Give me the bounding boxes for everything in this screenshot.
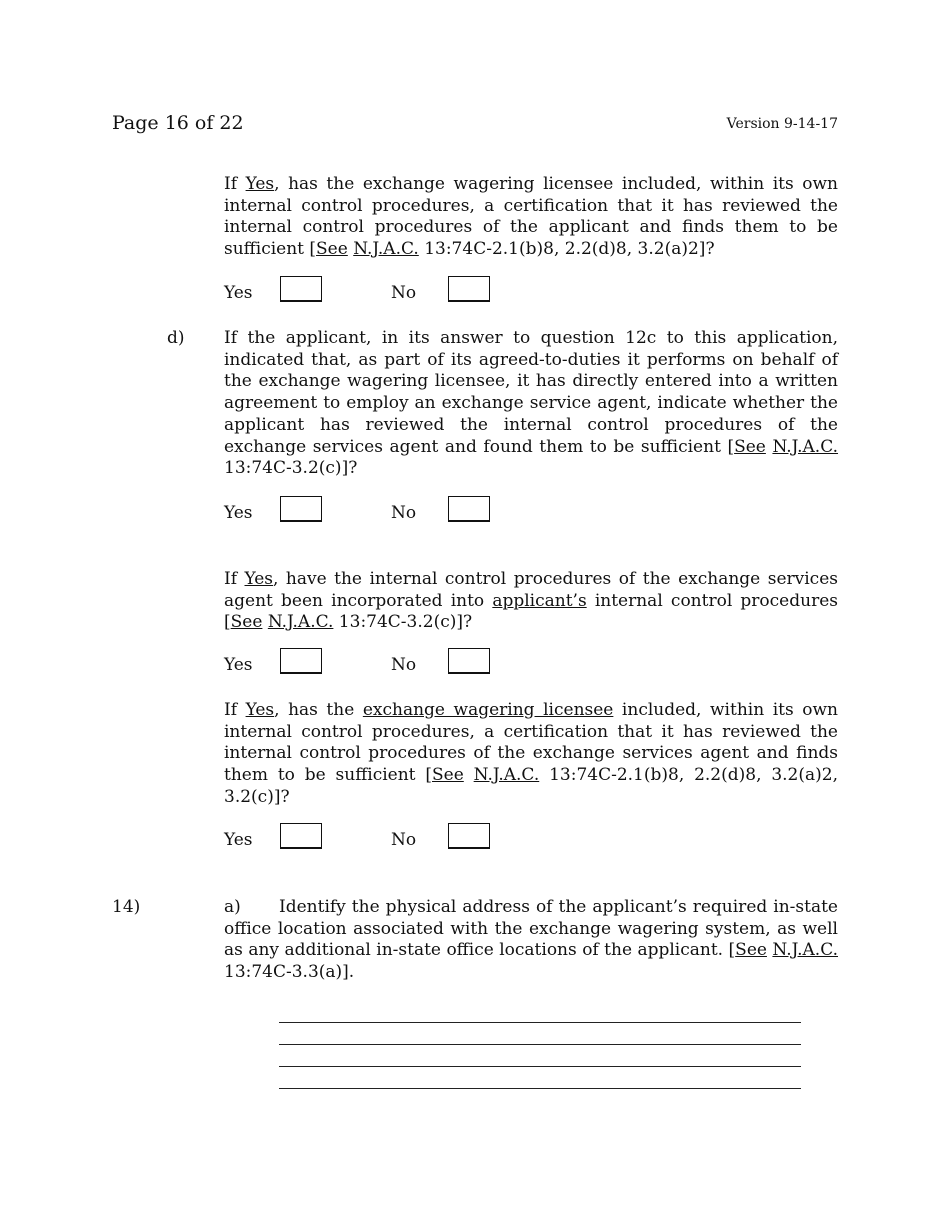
no-label: No bbox=[391, 503, 417, 523]
address-input-line[interactable] bbox=[279, 1088, 801, 1089]
no-checkbox[interactable] bbox=[448, 276, 490, 302]
no-checkbox[interactable] bbox=[448, 823, 490, 849]
item-14-label: 14) bbox=[112, 897, 141, 917]
no-label: No bbox=[391, 830, 417, 850]
yes-label: Yes bbox=[224, 503, 253, 523]
no-checkbox[interactable] bbox=[448, 496, 490, 522]
item-14a-label: a) bbox=[224, 897, 241, 917]
agent-certification-question: If Yes, has the exchange wagering licensee included, within its own internal control procedures, a certification that it has reviewed the internal control procedures of the exchange services agent and finds them to be sufficient [See N.J.A.C. 13:74C-2.1(b)8, 2.2(d)8, 3.2(a)2, 3.2(c)]? bbox=[224, 700, 838, 807]
yes-checkbox[interactable] bbox=[280, 276, 322, 302]
no-label: No bbox=[391, 655, 417, 675]
yes-no-row bbox=[224, 276, 524, 306]
service-agent-question: If the applicant, in its answer to question 12c to this application, indicated that, as part of its agreed-to-duties it performs on behalf of the exchange wagering licensee, it has directly entered into a written agreement to employ an exchange service agent, indicate whether the applicant has reviewed the internal control procedures of the exchange services agent and found them to be sufficient [See N.J.A.C. 13:74C-3.2(c)]? bbox=[224, 328, 839, 479]
address-input-line[interactable] bbox=[279, 1066, 801, 1067]
yes-no-row bbox=[224, 823, 524, 853]
yes-checkbox[interactable] bbox=[280, 648, 322, 674]
incorporation-question: If Yes, have the internal control procedures of the exchange services agent been incorporated into applicant’s internal control procedures [See N.J.A.C. 13:74C-3.2(c)]? bbox=[224, 569, 838, 633]
page-number: Page 16 of 22 bbox=[112, 112, 244, 134]
no-checkbox[interactable] bbox=[448, 648, 490, 674]
yes-no-row bbox=[224, 496, 524, 526]
yes-label: Yes bbox=[224, 655, 253, 675]
no-label: No bbox=[391, 283, 417, 303]
office-address-question: a) Identify the physical address of the applicant’s required in-state office location associated with the exchange wagering system, as well as any additional in-state office locations of the applicant. [See N.J.A.C. 13:74C-3.3(a)]. bbox=[224, 897, 838, 983]
yes-label: Yes bbox=[224, 830, 253, 850]
yes-no-row bbox=[224, 648, 524, 678]
yes-checkbox[interactable] bbox=[280, 823, 322, 849]
licensee-certification-question: If Yes, has the exchange wagering licensee included, within its own internal control procedures, a certification that it has reviewed the internal control procedures of the applicant and finds them to be sufficient [See N.J.A.C. 13:74C-2.1(b)8, 2.2(d)8, 3.2(a)2]? bbox=[224, 174, 838, 260]
address-input-line[interactable] bbox=[279, 1044, 801, 1045]
item-d-label: d) bbox=[167, 328, 185, 348]
version-label: Version 9-14-17 bbox=[726, 116, 838, 132]
yes-checkbox[interactable] bbox=[280, 496, 322, 522]
address-input-line[interactable] bbox=[279, 1022, 801, 1023]
yes-label: Yes bbox=[224, 283, 253, 303]
